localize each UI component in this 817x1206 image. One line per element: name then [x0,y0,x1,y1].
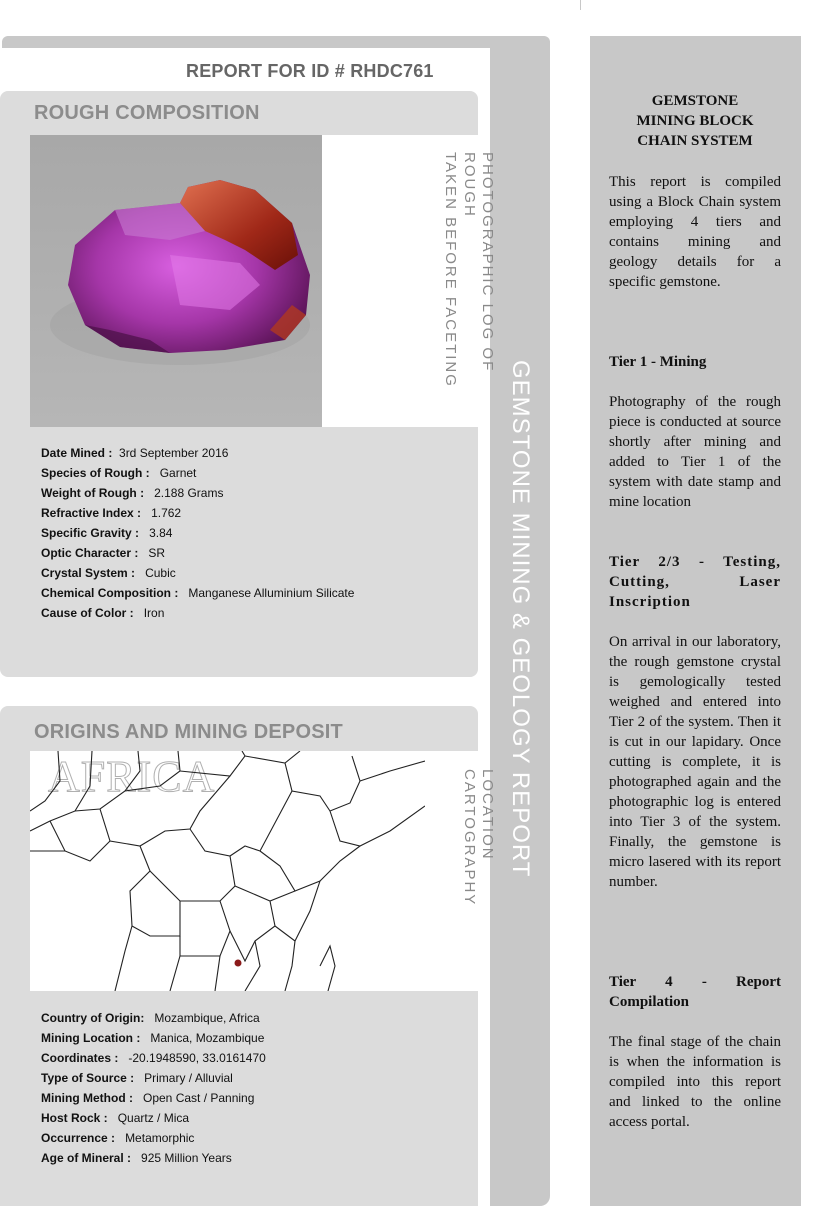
tier1-text: Photography of the rough piece is conducted at source shortly after mining and added to Tier 1 of the system with date stamp and mine location [609,394,781,510]
rough-field [41,486,223,500]
origin-field [41,1151,232,1165]
origin-field [41,1131,194,1145]
origin-field [41,1011,260,1025]
field-value: Primary / Alluvial [144,1071,233,1085]
rough-field [41,566,176,580]
sidebar-heading-line: CHAIN SYSTEM [637,133,753,149]
photo-label-line1: PHOTOGRAPHIC LOG OF ROUGH [461,152,496,373]
origin-field [41,1111,189,1125]
field-value: 2.188 Grams [154,486,224,500]
field-value: Metamorphic [125,1131,195,1145]
rough-field [41,466,196,480]
field-label: Date Mined : [41,446,113,460]
africa-map [30,751,425,991]
field-value: Mozambique, Africa [154,1011,260,1025]
origin-field [41,1051,266,1065]
frame-top-bar [2,36,550,48]
rough-field [41,526,172,540]
rough-field [41,546,165,560]
field-label: Specific Gravity : [41,526,140,540]
map-label: LOCATION CARTOGRAPHY [461,769,496,907]
rough-field [41,506,181,520]
field-value: 3rd September 2016 [119,446,229,460]
rough-field [41,606,164,620]
field-value: Manica, Mozambique [150,1031,265,1045]
garnet-rough-image [30,135,322,427]
field-value: 925 Million Years [141,1151,232,1165]
field-label: Weight of Rough : [41,486,145,500]
sidebar-heading-line: MINING BLOCK [636,113,754,129]
origin-field [41,1091,254,1105]
tier23-text: On arrival in our laboratory, the rough gemstone crystal is gemologically tested weighed and entered into Tier 2 of the system. Then it is cut in our lapidary. Once cutting is complete, it is photographed again and the photographic log is entered into Tier 3 of the system. Finally, the gemstone is micro lasered with its report number. [609,634,781,890]
field-label: Country of Origin: [41,1011,145,1025]
field-label: Mining Method : [41,1091,133,1105]
mine-location-marker [235,960,242,967]
vertical-report-title: GEMSTONE MINING & GEOLOGY REPORT [507,360,534,878]
field-label: Host Rock : [41,1111,108,1125]
field-label: Mining Location : [41,1031,141,1045]
origins-title: ORIGINS AND MINING DEPOSIT [34,721,343,743]
field-value: Manganese Alluminium Silicate [188,586,355,600]
field-label: Occurrence : [41,1131,116,1145]
tier23-title: Tier 2/3 - Testing, Cutting, Laser Inscription [609,554,781,610]
rough-photo [30,135,322,427]
field-label: Refractive Index : [41,506,142,520]
origin-field [41,1031,264,1045]
tier4-text: The final stage of the chain is when the information is compiled into this report and linked to the online access portal. [609,1034,781,1130]
field-label: Cause of Color : [41,606,134,620]
field-value: Cubic [145,566,176,580]
report-id: REPORT FOR ID # RHDC761 [186,61,434,81]
field-label: Coordinates : [41,1051,119,1065]
field-label: Age of Mineral : [41,1151,132,1165]
map-outline [30,751,425,991]
sidebar-intro: This report is compiled using a Block Chain system employing 4 tiers and contains mining and geology details for a specific gemstone. [609,174,781,290]
map-watermark: AFRICA [48,752,216,801]
field-value: -20.1948590, 33.0161470 [128,1051,266,1065]
origin-field [41,1071,233,1085]
field-label: Optic Character : [41,546,139,560]
sidebar-heading [609,91,781,151]
field-value: 1.762 [151,506,182,520]
field-value: Garnet [159,466,197,480]
tier4-title: Tier 4 - Report Compilation [609,974,781,1010]
field-value: Open Cast / Panning [143,1091,255,1105]
field-label: Type of Source : [41,1071,135,1085]
field-value: Quartz / Mica [117,1111,190,1125]
field-label: Chemical Composition : [41,586,179,600]
field-value: SR [148,546,166,560]
rough-field [41,446,228,460]
field-value: 3.84 [149,526,173,540]
sidebar-heading-line: GEMSTONE [651,93,739,109]
top-divider [580,0,581,10]
photo-label-line2: TAKEN BEFORE FACETING [442,152,459,388]
tier1-title: Tier 1 - Mining [609,354,707,370]
rough-composition-title: ROUGH COMPOSITION [34,102,260,124]
rough-field [41,586,354,600]
field-label: Crystal System : [41,566,136,580]
field-value: Iron [143,606,165,620]
field-label: Species of Rough : [41,466,150,480]
